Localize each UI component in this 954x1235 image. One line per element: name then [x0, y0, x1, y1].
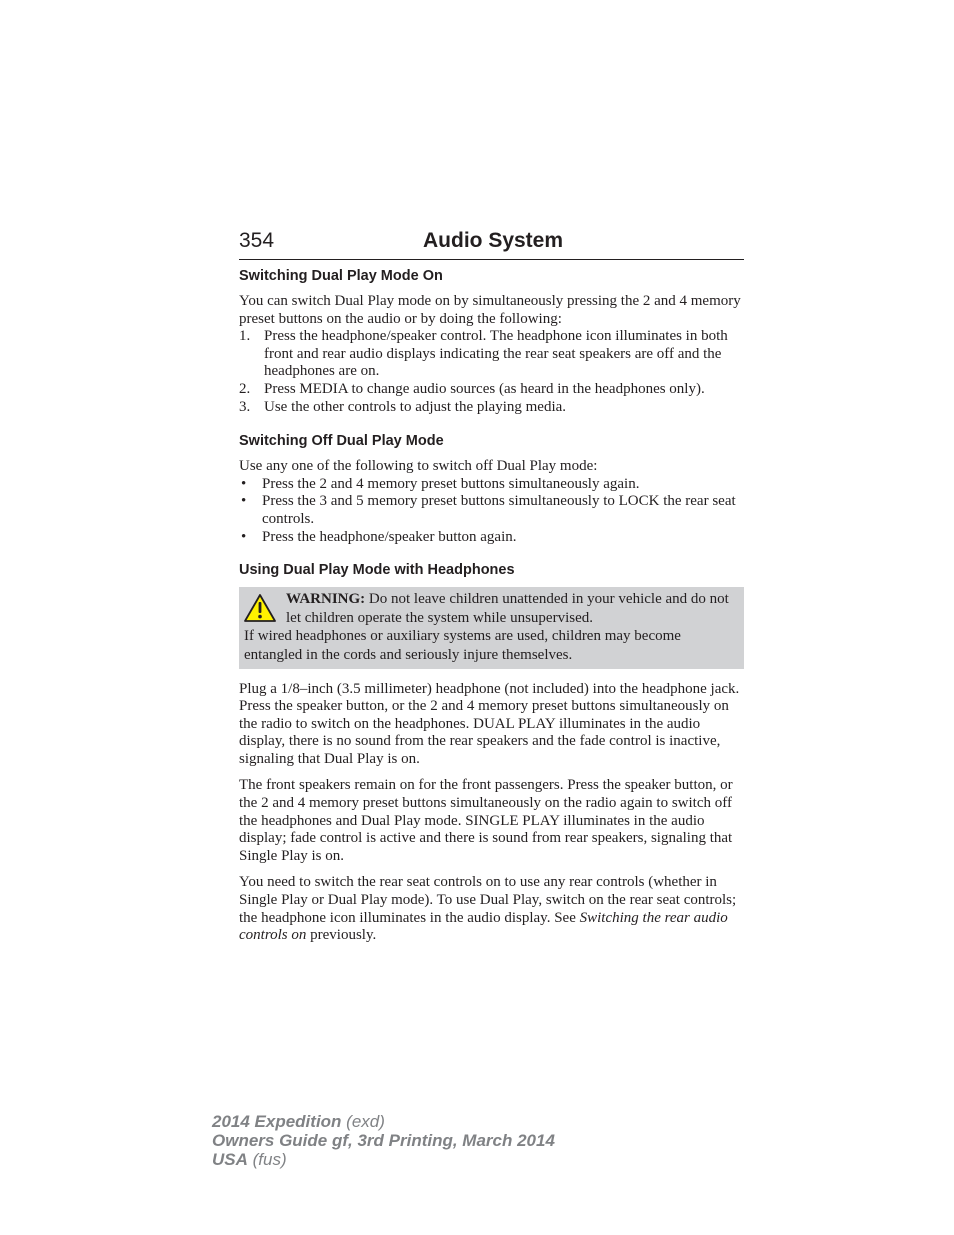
bullet-icon: •: [241, 475, 247, 492]
intro-text: You can switch Dual Play mode on by simultaneously pressing the 2 and 4 memory preset buttons on the audio or by doing the following:: [239, 293, 741, 327]
paragraph-text: previously.: [306, 927, 377, 944]
warning-box: [239, 587, 744, 668]
warning-text: Do not leave children unattended in your vehicle and do not let children operate the system while unsupervised.: [286, 591, 729, 626]
bullet-text: Press the 3 and 5 memory preset buttons simultaneously to LOCK the rear seat controls.: [262, 493, 736, 527]
section-dual-play-off: [239, 431, 744, 546]
bullet-icon: •: [241, 493, 247, 510]
step-text: Press MEDIA to change audio sources (as heard in the headphones only).: [264, 380, 705, 397]
footer-code: (exd): [341, 1112, 385, 1131]
page-title: Audio System: [423, 229, 564, 252]
footer-code: (fus): [247, 1150, 287, 1169]
paragraph: The front speakers remain on for the front passengers. Press the speaker button, or the 2 and 4 memory preset buttons simultaneously on the radio again to switch off the headphones and Dual Play mode. SINGLE PLAY illuminates in the audio display; fade control is active and there is sound from rear speakers, signaling that Single Play is on.: [239, 777, 733, 864]
list-item: [239, 476, 744, 494]
steps-list: [239, 328, 744, 416]
list-item: [239, 399, 744, 417]
warning-continuation: If wired headphones or auxiliary systems are used, children may become entangled in the cords and seriously injure themselves.: [244, 628, 681, 663]
step-text: Press the headphone/speaker control. The headphone icon illuminates in both front and rear audio displays indicating the rear seat speakers are off and the headphones are on.: [264, 328, 728, 380]
bullet-icon: •: [241, 528, 247, 545]
list-item: [239, 493, 744, 528]
bullet-list: [239, 476, 744, 546]
step-number: 1.: [239, 328, 251, 345]
warning-triangle-icon: [243, 593, 277, 623]
cross-reference: Switching the rear audio controls on: [239, 909, 728, 944]
section-heading: Using Dual Play Mode with Headphones: [239, 562, 515, 579]
section-dual-play-on: [239, 266, 744, 416]
section-headphones: [239, 560, 744, 945]
section-heading: Switching Dual Play Mode On: [239, 268, 443, 284]
page-footer: [212, 1112, 555, 1169]
warning-first-lines: [244, 590, 738, 627]
paragraph-text: You need to switch the rear seat controls on to use any rear controls (whether in Single Play or Dual Play mode). To use Dual Play, switch on the rear seat controls; the headphone icon illuminates in the audio display. See: [239, 874, 737, 926]
step-number: 3.: [239, 398, 251, 415]
bullet-text: Press the headphone/speaker button again.: [262, 528, 517, 545]
warning-label: WARNING:: [286, 591, 366, 608]
footer-market: USA: [212, 1150, 248, 1169]
paragraph: Plug a 1/8–inch (3.5 millimeter) headphone (not included) into the headphone jack. Press the speaker button, or the 2 and 4 memory preset buttons simultaneously on the radio to switch on the headphones. DUAL PLAY illuminates in the audio display, there is no sound from the rear speakers and the fade control is inactive, signaling that Dual Play is on.: [239, 680, 740, 767]
list-item: [239, 381, 744, 399]
list-item: [239, 328, 744, 381]
page-content: [239, 266, 744, 954]
page-header: [239, 228, 744, 260]
footer-line: [212, 1150, 555, 1169]
step-number: 2.: [239, 380, 251, 397]
list-item: [239, 529, 744, 547]
page-number: 354: [239, 229, 275, 252]
section-heading: Switching Off Dual Play Mode: [239, 433, 444, 450]
intro-text: Use any one of the following to switch off Dual Play mode:: [239, 458, 598, 475]
bullet-text: Press the 2 and 4 memory preset buttons simultaneously again.: [262, 475, 640, 492]
footer-line: [212, 1112, 555, 1131]
footer-line: Owners Guide gf, 3rd Printing, March 2014: [212, 1131, 555, 1150]
paragraph: [239, 874, 744, 944]
step-text: Use the other controls to adjust the playing media.: [264, 398, 567, 415]
footer-model: 2014 Expedition: [212, 1112, 342, 1131]
